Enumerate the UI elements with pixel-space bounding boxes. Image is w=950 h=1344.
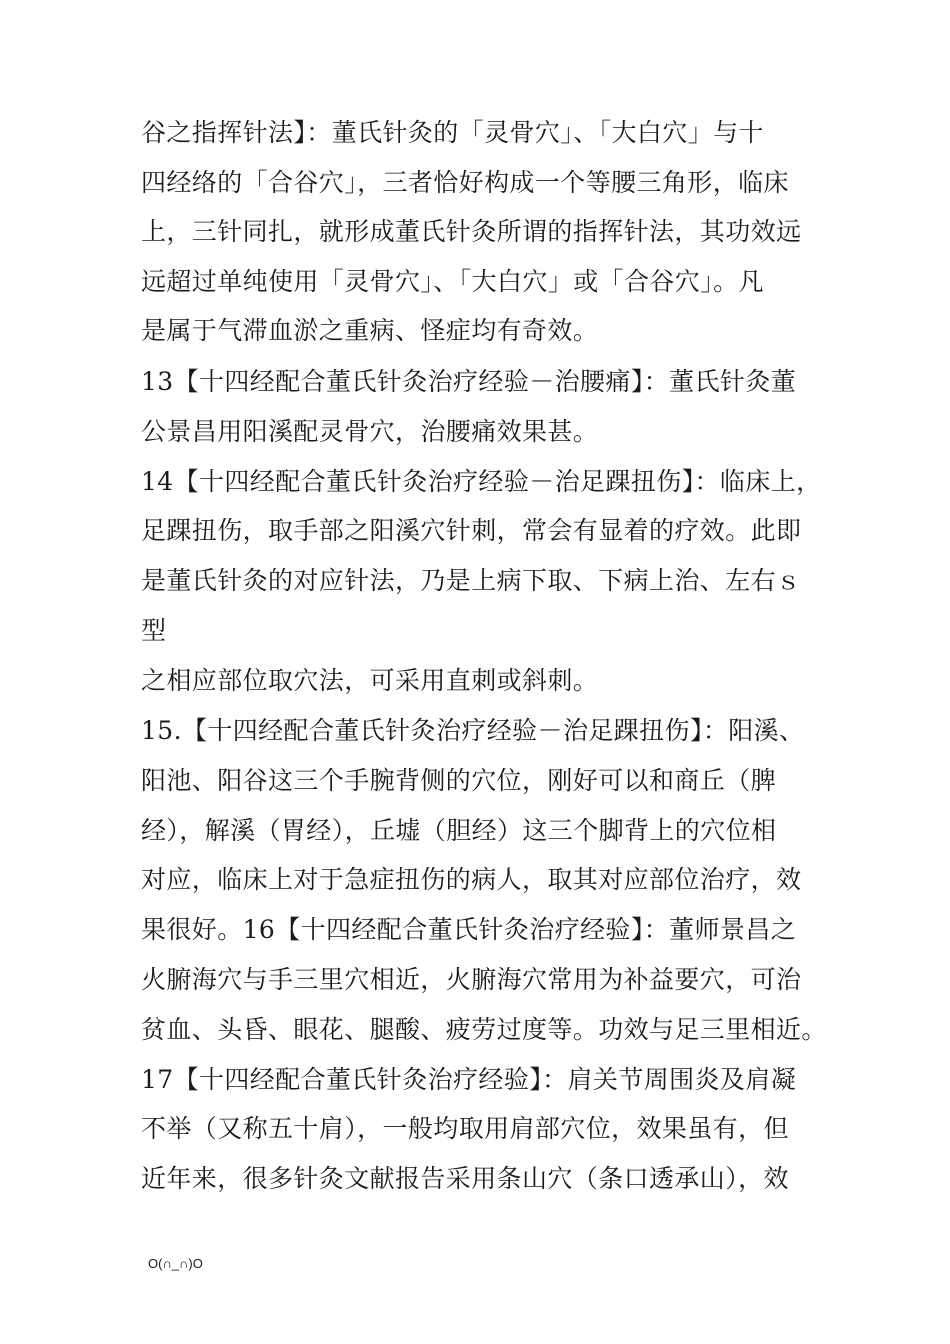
- text-line: 贫血、头昏、眼花、腿酸、疲劳过度等。功效与足三里相近。: [141, 1015, 827, 1044]
- text-line: 阳池、阳谷这三个手腕背侧的穴位，刚好可以和商丘（脾: [141, 766, 777, 795]
- page-footer: O(∩_∩)O: [148, 1256, 203, 1271]
- text-line: 火腑海穴与手三里穴相近，火腑海穴常用为补益要穴，可治: [141, 965, 802, 994]
- text-line: 13【十四经配合董氏针灸治疗经验－治腰痛】：董氏针灸董: [141, 367, 797, 396]
- text-line: 上，三针同扎，就形成董氏针灸所谓的指挥针法，其功效远: [141, 217, 802, 246]
- text-line: 公景昌用阳溪配灵骨穴，治腰痛效果甚。: [141, 417, 599, 446]
- text-line: 近年来，很多针灸文献报告采用条山穴（条口透承山），效: [141, 1164, 789, 1193]
- text-line: 型: [141, 616, 167, 645]
- text-line: 经），解溪（胃经），丘墟（胆经）这三个脚背上的穴位相: [141, 816, 777, 845]
- text-line: 不举（又称五十肩），一般均取用肩部穴位，效果虽有，但: [141, 1114, 789, 1143]
- text-line: 足踝扭伤，取手部之阳溪穴针刺，常会有显着的疗效。此即: [141, 516, 802, 545]
- text-line: 14【十四经配合董氏针灸治疗经验－治足踝扭伤】：临床上，: [141, 467, 822, 496]
- text-line: 17【十四经配合董氏针灸治疗经验】：肩关节周围炎及肩凝: [141, 1065, 797, 1094]
- text-line: 之相应部位取穴法，可采用直刺或斜刺。: [141, 666, 599, 695]
- text-line: 四经络的「合谷穴」，三者恰好构成一个等腰三角形，临床: [141, 168, 789, 197]
- text-line: 谷之指挥针法】：董氏针灸的「灵骨穴」、「大白穴」与十: [141, 118, 764, 147]
- text-line: 是董氏针灸的对应针法，乃是上病下取、下病上治、左右ｓ: [141, 566, 802, 595]
- text-line: 果很好。16【十四经配合董氏针灸治疗经验】：董师景昌之: [141, 915, 797, 944]
- text-line: 15.【十四经配合董氏针灸治疗经验－治足踝扭伤】：阳溪、: [141, 716, 805, 745]
- text-line: 远超过单纯使用「灵骨穴」、「大白穴」或「合谷穴」。凡: [141, 267, 764, 296]
- text-line: 是属于气滞血淤之重病、怪症均有奇效。: [141, 316, 599, 345]
- text-line: 对应，临床上对于急症扭伤的病人，取其对应部位治疗，效: [141, 865, 802, 894]
